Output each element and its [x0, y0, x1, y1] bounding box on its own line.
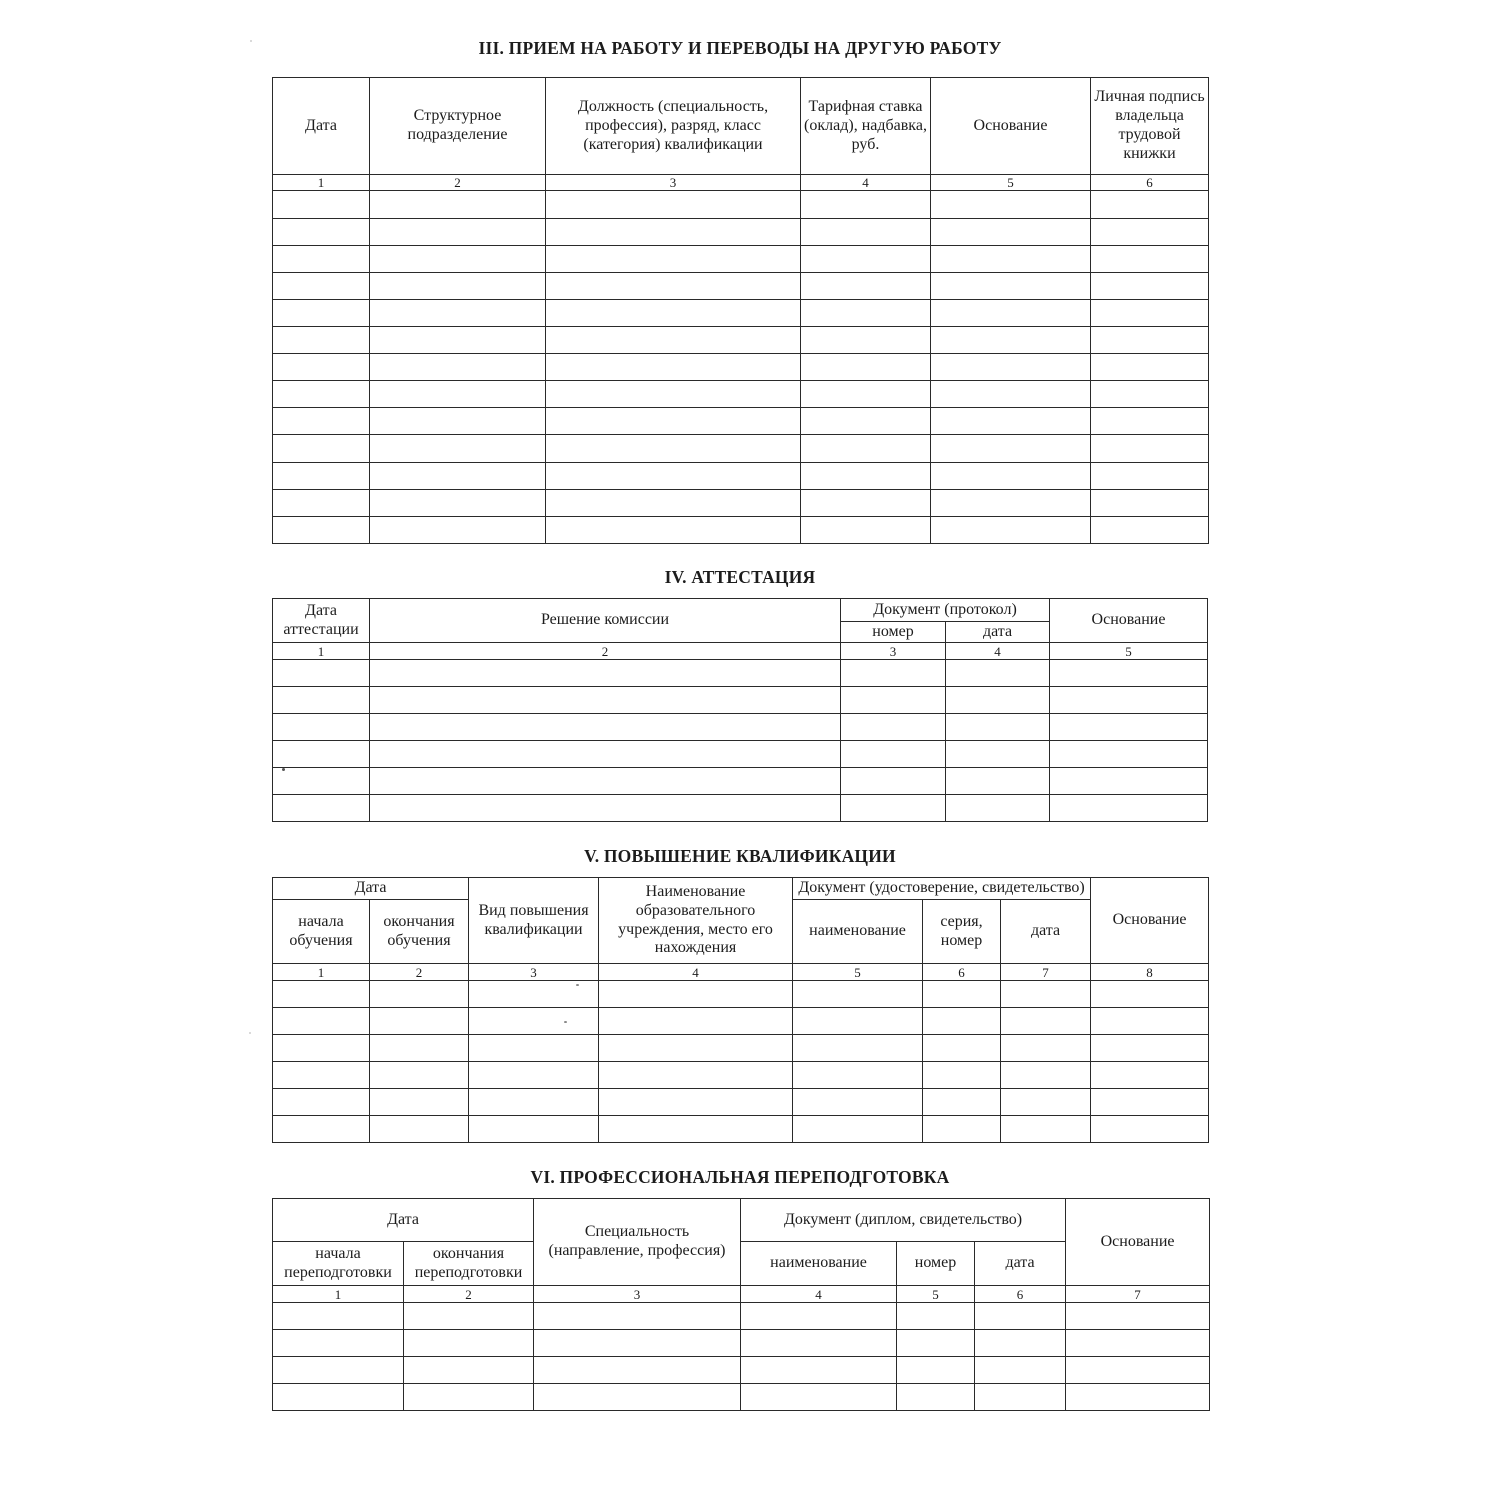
col-basis-header: Основание: [931, 78, 1091, 175]
entry-cell[interactable]: [801, 272, 931, 299]
entry-row: [273, 1035, 1209, 1062]
col-number: 5: [931, 175, 1091, 191]
col-number: 2: [370, 964, 469, 981]
col-number: 7: [1001, 964, 1091, 981]
scan-speck: [249, 1032, 251, 1034]
col-number: 1: [273, 964, 370, 981]
entry-cell[interactable]: [1091, 435, 1209, 462]
entry-cell[interactable]: [370, 218, 546, 245]
entry-cell[interactable]: [534, 1303, 741, 1330]
entry-cell[interactable]: [946, 795, 1050, 822]
col-type-header: Вид повышения квалификации: [469, 878, 599, 964]
entry-cell[interactable]: [599, 1062, 793, 1089]
col-number: 5: [1050, 643, 1208, 660]
header-row: [273, 1199, 1210, 1242]
entry-cell[interactable]: [599, 1089, 793, 1116]
entry-cell[interactable]: [370, 981, 469, 1008]
col-start-header: начала переподготовки: [273, 1242, 404, 1286]
entry-cell[interactable]: [1091, 489, 1209, 516]
entry-row: [273, 1303, 1210, 1330]
entry-cell[interactable]: [931, 381, 1091, 408]
entry-cell[interactable]: [931, 299, 1091, 326]
entry-cell[interactable]: [931, 218, 1091, 245]
entry-cell[interactable]: [370, 768, 841, 795]
entry-cell[interactable]: [370, 741, 841, 768]
entry-cell[interactable]: [370, 381, 546, 408]
entry-row: [273, 741, 1208, 768]
entry-cell[interactable]: [469, 1116, 599, 1143]
entry-row: [273, 795, 1208, 822]
entry-cell[interactable]: [841, 687, 946, 714]
entry-row: [273, 191, 1209, 218]
entry-cell[interactable]: [931, 435, 1091, 462]
entry-cell[interactable]: [370, 1116, 469, 1143]
col-decision-header: Решение комиссии: [370, 599, 841, 643]
entry-cell[interactable]: [469, 1089, 599, 1116]
entry-cell[interactable]: [546, 408, 801, 435]
entry-cell[interactable]: [273, 1330, 404, 1357]
entry-row: [273, 272, 1209, 299]
entry-row: [273, 381, 1209, 408]
entry-cell[interactable]: [534, 1384, 741, 1411]
entry-cell[interactable]: [370, 1008, 469, 1035]
entry-cell[interactable]: [1050, 741, 1208, 768]
col-number: 2: [370, 643, 841, 660]
entry-cell[interactable]: [931, 245, 1091, 272]
col-date-header: Дата: [273, 78, 370, 175]
entry-cell[interactable]: [534, 1330, 741, 1357]
col-number: 4: [599, 964, 793, 981]
entry-cell[interactable]: [946, 687, 1050, 714]
entry-row: [273, 1089, 1209, 1116]
entry-row: [273, 462, 1209, 489]
entry-row: [273, 299, 1209, 326]
entry-cell[interactable]: [546, 381, 801, 408]
col-institution-header: Наименование образовательного учреждения, место его нахождения: [599, 878, 793, 964]
entry-cell[interactable]: [1001, 1062, 1091, 1089]
scan-speck: [282, 768, 285, 771]
entry-row: [273, 714, 1208, 741]
entry-cell[interactable]: [897, 1330, 975, 1357]
header-row: [273, 78, 1209, 175]
entry-row: [273, 1384, 1210, 1411]
entry-cell[interactable]: [370, 327, 546, 354]
entry-cell[interactable]: [841, 660, 946, 687]
entry-cell[interactable]: [273, 795, 370, 822]
col-date-group-header: Дата: [273, 878, 469, 900]
entry-cell[interactable]: [801, 245, 931, 272]
entry-cell[interactable]: [273, 462, 370, 489]
entry-row: [273, 489, 1209, 516]
entry-cell[interactable]: [793, 1035, 923, 1062]
entry-cell[interactable]: [923, 1116, 1001, 1143]
entry-cell[interactable]: [801, 408, 931, 435]
header-row: [273, 599, 1208, 622]
entry-cell[interactable]: [370, 462, 546, 489]
entry-cell[interactable]: [546, 462, 801, 489]
entry-cell[interactable]: [370, 516, 546, 543]
entry-cell[interactable]: [923, 1008, 1001, 1035]
entry-cell[interactable]: [404, 1303, 534, 1330]
entry-cell[interactable]: [793, 1008, 923, 1035]
entry-cell[interactable]: [801, 218, 931, 245]
entry-cell[interactable]: [975, 1384, 1066, 1411]
entry-cell[interactable]: [1066, 1330, 1210, 1357]
entry-cell[interactable]: [1091, 408, 1209, 435]
col-document-header: Документ (удостоверение, свидетельство): [793, 878, 1091, 900]
section-5-title: V. ПОВЫШЕНИЕ КВАЛИФИКАЦИИ: [584, 846, 896, 866]
entry-row: [273, 981, 1209, 1008]
entry-cell[interactable]: [946, 768, 1050, 795]
entry-cell[interactable]: [273, 245, 370, 272]
entry-cell[interactable]: [741, 1303, 897, 1330]
col-end-header: окончания переподготовки: [404, 1242, 534, 1286]
col-start-header: начала обучения: [273, 900, 370, 964]
scan-speck: [564, 1021, 567, 1023]
column-numbers-row: [273, 175, 1209, 191]
entry-cell[interactable]: [273, 1008, 370, 1035]
entry-cell[interactable]: [801, 516, 931, 543]
entry-cell[interactable]: [273, 516, 370, 543]
entry-cell[interactable]: [1001, 1116, 1091, 1143]
column-numbers-row: [273, 643, 1208, 660]
entry-cell[interactable]: [273, 741, 370, 768]
entry-cell[interactable]: [801, 299, 931, 326]
entry-cell[interactable]: [273, 327, 370, 354]
entry-cell[interactable]: [841, 714, 946, 741]
entry-cell[interactable]: [946, 660, 1050, 687]
entry-cell[interactable]: [1091, 1062, 1209, 1089]
entry-cell[interactable]: [841, 795, 946, 822]
entry-row: [273, 1116, 1209, 1143]
col-doc-date-header: дата: [1001, 900, 1091, 964]
col-number: 6: [1091, 175, 1209, 191]
column-numbers-row: [273, 1286, 1210, 1303]
scan-speck: [250, 40, 252, 42]
attestation-table: [272, 598, 1208, 822]
section-5-entry-rows: [273, 981, 1209, 1143]
entry-cell[interactable]: [469, 1062, 599, 1089]
entry-cell[interactable]: [370, 272, 546, 299]
entry-cell[interactable]: [370, 795, 841, 822]
col-number: 2: [404, 1286, 534, 1303]
col-number: 4: [741, 1286, 897, 1303]
entry-cell[interactable]: [1091, 299, 1209, 326]
col-number: 5: [897, 1286, 975, 1303]
scan-speck: [576, 984, 579, 986]
col-position-header: Должность (специальность, профессия), разряд, класс (категория) квалификации: [546, 78, 801, 175]
col-specialty-header: Специальность (направление, профессия): [534, 1199, 741, 1286]
col-number: 1: [273, 1286, 404, 1303]
entry-cell[interactable]: [273, 1062, 370, 1089]
col-number: 7: [1066, 1286, 1210, 1303]
entry-cell[interactable]: [370, 1089, 469, 1116]
entry-cell[interactable]: [404, 1357, 534, 1384]
entry-cell[interactable]: [1091, 191, 1209, 218]
employment-table: [272, 77, 1209, 544]
entry-cell[interactable]: [793, 981, 923, 1008]
entry-row: [273, 660, 1208, 687]
column-numbers-row: [273, 964, 1209, 981]
entry-cell[interactable]: [1091, 272, 1209, 299]
entry-cell[interactable]: [370, 408, 546, 435]
entry-cell[interactable]: [469, 981, 599, 1008]
col-number: 4: [801, 175, 931, 191]
entry-cell[interactable]: [469, 1035, 599, 1062]
entry-cell[interactable]: [741, 1384, 897, 1411]
col-number: 3: [546, 175, 801, 191]
section-4-title: IV. АТТЕСТАЦИЯ: [664, 567, 816, 587]
entry-cell[interactable]: [370, 1062, 469, 1089]
entry-cell[interactable]: [946, 714, 1050, 741]
col-rate-header: Тарифная ставка (оклад), надбавка, руб.: [801, 78, 931, 175]
entry-cell[interactable]: [1091, 516, 1209, 543]
entry-cell[interactable]: [1091, 381, 1209, 408]
entry-row: [273, 687, 1208, 714]
col-end-header: окончания обучения: [370, 900, 469, 964]
entry-cell[interactable]: [841, 741, 946, 768]
entry-cell[interactable]: [273, 489, 370, 516]
entry-cell[interactable]: [1066, 1357, 1210, 1384]
entry-cell[interactable]: [1001, 1035, 1091, 1062]
entry-row: [273, 1357, 1210, 1384]
entry-cell[interactable]: [923, 1062, 1001, 1089]
entry-cell[interactable]: [546, 435, 801, 462]
entry-cell[interactable]: [469, 1008, 599, 1035]
entry-cell[interactable]: [273, 354, 370, 381]
entry-row: [273, 354, 1209, 381]
col-doc-series-header: серия, номер: [923, 900, 1001, 964]
entry-cell[interactable]: [546, 272, 801, 299]
entry-cell[interactable]: [370, 191, 546, 218]
entry-cell[interactable]: [801, 462, 931, 489]
entry-cell[interactable]: [1091, 981, 1209, 1008]
entry-cell[interactable]: [801, 191, 931, 218]
section-6-entry-rows: [273, 1303, 1210, 1411]
entry-cell[interactable]: [404, 1330, 534, 1357]
entry-cell[interactable]: [1091, 218, 1209, 245]
col-number: 5: [793, 964, 923, 981]
entry-cell[interactable]: [1001, 1089, 1091, 1116]
col-doc-date-header: дата: [975, 1242, 1066, 1286]
col-basis-header: Основание: [1091, 878, 1209, 964]
col-number: 3: [469, 964, 599, 981]
entry-cell[interactable]: [931, 327, 1091, 354]
entry-cell[interactable]: [1091, 462, 1209, 489]
entry-cell[interactable]: [370, 687, 841, 714]
entry-cell[interactable]: [370, 1035, 469, 1062]
header-row: [273, 878, 1209, 900]
entry-cell[interactable]: [741, 1357, 897, 1384]
entry-cell[interactable]: [546, 489, 801, 516]
col-doc-name-header: наименование: [741, 1242, 897, 1286]
entry-cell[interactable]: [1091, 1089, 1209, 1116]
retraining-table: [272, 1198, 1210, 1411]
col-number: 2: [370, 175, 546, 191]
col-number: 3: [534, 1286, 741, 1303]
entry-cell[interactable]: [273, 299, 370, 326]
entry-cell[interactable]: [1066, 1303, 1210, 1330]
entry-cell[interactable]: [599, 1008, 793, 1035]
col-number: 8: [1091, 964, 1209, 981]
entry-row: [273, 245, 1209, 272]
entry-cell[interactable]: [801, 435, 931, 462]
col-number: 1: [273, 643, 370, 660]
entry-cell[interactable]: [273, 1035, 370, 1062]
col-basis-header: Основание: [1050, 599, 1208, 643]
entry-cell[interactable]: [741, 1330, 897, 1357]
entry-cell[interactable]: [1091, 245, 1209, 272]
entry-cell[interactable]: [273, 435, 370, 462]
entry-cell[interactable]: [534, 1357, 741, 1384]
entry-cell[interactable]: [546, 245, 801, 272]
col-signature-header: Личная подпись владельца трудовой книжки: [1091, 78, 1209, 175]
col-document-header: Документ (протокол): [841, 599, 1050, 622]
col-number: 1: [273, 175, 370, 191]
entry-cell[interactable]: [923, 1089, 1001, 1116]
entry-cell[interactable]: [1001, 1008, 1091, 1035]
entry-cell[interactable]: [801, 354, 931, 381]
entry-cell[interactable]: [546, 516, 801, 543]
entry-row: [273, 516, 1209, 543]
entry-cell[interactable]: [931, 191, 1091, 218]
col-number: 6: [923, 964, 1001, 981]
entry-cell[interactable]: [1091, 1008, 1209, 1035]
entry-cell[interactable]: [931, 272, 1091, 299]
entry-cell[interactable]: [1091, 327, 1209, 354]
col-number: 6: [975, 1286, 1066, 1303]
entry-cell[interactable]: [273, 1303, 404, 1330]
section-4-entry-rows: [273, 660, 1208, 822]
entry-cell[interactable]: [273, 714, 370, 741]
entry-cell[interactable]: [1066, 1384, 1210, 1411]
entry-cell[interactable]: [793, 1089, 923, 1116]
entry-cell[interactable]: [370, 245, 546, 272]
col-date-group-header: Дата: [273, 1199, 534, 1242]
entry-cell[interactable]: [370, 660, 841, 687]
entry-cell[interactable]: [1050, 768, 1208, 795]
col-doc-number-header: номер: [841, 622, 946, 643]
entry-cell[interactable]: [370, 489, 546, 516]
entry-cell[interactable]: [273, 687, 370, 714]
col-number: 4: [946, 643, 1050, 660]
entry-row: [273, 435, 1209, 462]
entry-cell[interactable]: [841, 768, 946, 795]
qualification-table: [272, 877, 1209, 1143]
entry-cell[interactable]: [1050, 795, 1208, 822]
entry-cell[interactable]: [1001, 981, 1091, 1008]
entry-cell[interactable]: [370, 354, 546, 381]
entry-cell[interactable]: [801, 489, 931, 516]
entry-row: [273, 408, 1209, 435]
entry-cell[interactable]: [931, 516, 1091, 543]
entry-cell[interactable]: [370, 714, 841, 741]
col-basis-header: Основание: [1066, 1199, 1210, 1286]
entry-row: [273, 1008, 1209, 1035]
entry-cell[interactable]: [931, 408, 1091, 435]
entry-cell[interactable]: [273, 1357, 404, 1384]
col-department-header: Структурное подразделение: [370, 78, 546, 175]
entry-cell[interactable]: [370, 299, 546, 326]
entry-cell[interactable]: [975, 1303, 1066, 1330]
entry-row: [273, 768, 1208, 795]
entry-cell[interactable]: [793, 1116, 923, 1143]
entry-cell[interactable]: [923, 1035, 1001, 1062]
entry-cell[interactable]: [897, 1357, 975, 1384]
entry-row: [273, 327, 1209, 354]
section-3-entry-rows: [273, 191, 1209, 544]
entry-cell[interactable]: [1050, 660, 1208, 687]
entry-cell[interactable]: [599, 981, 793, 1008]
entry-cell[interactable]: [273, 1089, 370, 1116]
entry-cell[interactable]: [1091, 1035, 1209, 1062]
entry-cell[interactable]: [1091, 354, 1209, 381]
col-document-header: Документ (диплом, свидетельство): [741, 1199, 1066, 1242]
col-attestation-date-header: Дата аттестации: [273, 599, 370, 643]
col-doc-date-header: дата: [946, 622, 1050, 643]
section-3-title: III. ПРИЕМ НА РАБОТУ И ПЕРЕВОДЫ НА ДРУГУЮ РАБОТУ: [478, 38, 1002, 58]
section-6-title: VI. ПРОФЕССИОНАЛЬНАЯ ПЕРЕПОДГОТОВКА: [530, 1167, 950, 1187]
entry-cell[interactable]: [273, 408, 370, 435]
col-doc-number-header: номер: [897, 1242, 975, 1286]
entry-cell[interactable]: [975, 1330, 1066, 1357]
entry-cell[interactable]: [599, 1116, 793, 1143]
entry-cell[interactable]: [897, 1303, 975, 1330]
entry-cell[interactable]: [975, 1357, 1066, 1384]
entry-cell[interactable]: [801, 381, 931, 408]
entry-row: [273, 1330, 1210, 1357]
entry-cell[interactable]: [273, 381, 370, 408]
entry-cell[interactable]: [273, 1116, 370, 1143]
entry-cell[interactable]: [1091, 1116, 1209, 1143]
entry-cell[interactable]: [946, 741, 1050, 768]
entry-cell[interactable]: [1050, 687, 1208, 714]
entry-cell[interactable]: [897, 1384, 975, 1411]
col-number: 3: [841, 643, 946, 660]
entry-cell[interactable]: [546, 327, 801, 354]
entry-cell[interactable]: [273, 272, 370, 299]
entry-row: [273, 1062, 1209, 1089]
entry-cell[interactable]: [273, 981, 370, 1008]
entry-cell[interactable]: [546, 191, 801, 218]
entry-cell[interactable]: [599, 1035, 793, 1062]
entry-cell[interactable]: [801, 327, 931, 354]
entry-cell[interactable]: [546, 354, 801, 381]
entry-cell[interactable]: [1050, 714, 1208, 741]
entry-cell[interactable]: [370, 435, 546, 462]
entry-cell[interactable]: [546, 218, 801, 245]
entry-cell[interactable]: [273, 218, 370, 245]
entry-cell[interactable]: [931, 489, 1091, 516]
entry-row: [273, 218, 1209, 245]
entry-cell[interactable]: [273, 1384, 404, 1411]
entry-cell[interactable]: [546, 299, 801, 326]
entry-cell[interactable]: [404, 1384, 534, 1411]
entry-cell[interactable]: [793, 1062, 923, 1089]
entry-cell[interactable]: [931, 462, 1091, 489]
entry-cell[interactable]: [273, 768, 370, 795]
entry-cell[interactable]: [923, 981, 1001, 1008]
entry-cell[interactable]: [273, 660, 370, 687]
entry-cell[interactable]: [273, 191, 370, 218]
col-doc-name-header: наименование: [793, 900, 923, 964]
entry-cell[interactable]: [931, 354, 1091, 381]
